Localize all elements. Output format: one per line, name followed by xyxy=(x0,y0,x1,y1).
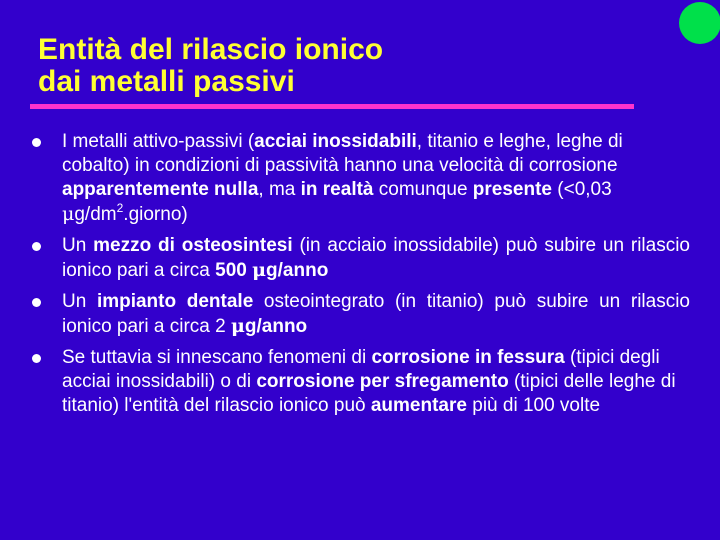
slide-title-line-2: dai metalli passivi xyxy=(38,65,295,98)
slide-title-line-1: Entità del rilascio ionico xyxy=(38,33,384,66)
bullet-dot-icon xyxy=(32,242,41,251)
bullet-text: Un mezzo di osteosintesi (in acciaio inossidabile) può subire un rilascio ionico pari a circa 500 μg/anno xyxy=(62,235,691,281)
bullet-text: I metalli attivo-passivi (acciai inossidabili, titanio e leghe, leghe di cobalto) in condizioni di passività hanno una velocità di corrosione apparentemente nulla, ma in realtà comunque presente (<0,03 $\mu g/dm^2.giorno$) xyxy=(62,131,623,225)
bullet-item-osteosynthesis xyxy=(30,234,690,283)
bullet-item-crevice-corrosion xyxy=(30,346,690,418)
title-underline xyxy=(30,104,634,109)
bullet-list xyxy=(30,130,690,425)
bullet-item-dental-implant xyxy=(30,290,690,339)
bullet-dot-icon xyxy=(32,298,41,307)
slide-title xyxy=(38,34,383,98)
bullet-text: Un impianto dentale osteointegrato (in titanio) può subire un rilascio ionico pari a circa 2 μg/anno xyxy=(62,291,690,337)
green-circle-decoration xyxy=(679,2,720,44)
bullet-text: Se tuttavia si innescano fenomeni di corrosione in fessura (tipici degli acciai inossidabili) o di corrosione per sfregamento (tipici delle leghe di titanio) l'entità del rilascio ionico può aumentare più di 100 volte xyxy=(62,347,676,416)
bullet-item-passive-metals xyxy=(30,130,690,227)
bullet-dot-icon xyxy=(32,354,41,363)
bullet-dot-icon xyxy=(32,138,41,147)
